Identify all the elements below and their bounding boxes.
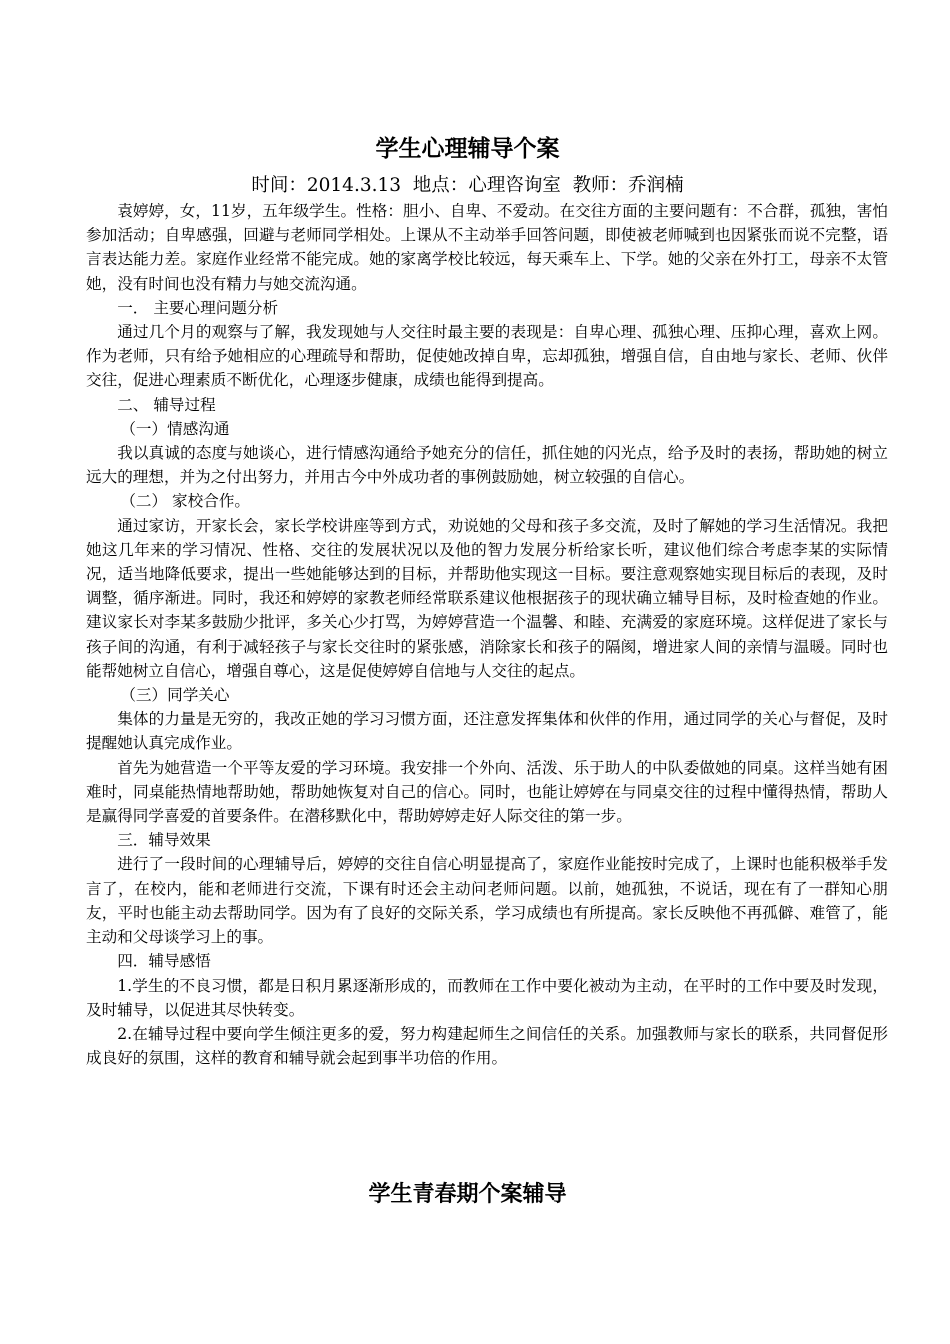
section-heading-4: 四．辅导感悟 [117, 952, 211, 971]
section-heading-2: 二、 辅导过程 [117, 395, 216, 414]
paragraph-home-school: 通过家访，开家长会，家长学校讲座等到方式，劝说她的父母和孩子多交流，及时了解她的学习生活情况。我把她这几年来的学习情况、性格、交往的发展状况以及他的智力发展分析给家长听，建议他们综合考虑李某的实际情况，适当地降低要求，提出一些她能够达到的目标，并帮助他实现这一目标。要注意观察她实现目标后的表现，及时调整，循序渐进。同时，我还和婷婷的家教老师经常联系建议他根据孩子的现状确立辅导目标，及时检查她的作业。建议家长对李某多鼓励少批评，多关心少打骂，为婷婷营造一个温馨、和睦、充满爱的家庭环境。这样促进了家长与孩子间的沟通，有利于减轻孩子与家长交往时的紧张感，消除家长和孩子的隔阂，增进家人间的亲情与温暖。同时也能帮她树立自信心，增强自尊心，这是促使婷婷自信地与人交往的起点。 [86, 516, 888, 680]
document-body [86, 199, 888, 1070]
time-label: 时间： [251, 175, 307, 196]
subsection-heading-3: （三）同学关心 [120, 686, 230, 705]
document-title: 学生心理辅导个案 [375, 136, 560, 162]
section-heading-3: 三．辅导效果 [117, 831, 211, 850]
paragraph-insight-2: 2.在辅导过程中要向学生倾注更多的爱，努力构建起师生之间信任的关系。加强教师与家长的联系，共同督促形成良好的氛围，这样的教育和辅导就会起到事半功倍的作用。 [86, 1024, 888, 1068]
teacher-label: 教师： [572, 175, 629, 196]
subsection-heading-2: （二） 家校合作。 [120, 492, 251, 511]
subsection-heading-1: （一）情感沟通 [120, 419, 230, 438]
paragraph-insight-1: 1.学生的不良习惯，都是日积月累逐渐形成的，而教师在工作中要化被动为主动，在平时的工作中要及时发现，及时辅导，以促进其尽快转变。 [86, 976, 888, 1019]
place-value: 心理咨询室 [468, 175, 561, 196]
paragraph-emotional: 我以真诚的态度与她谈心，进行情感沟通给予她充分的信任，抓住她的闪光点，给予及时的表扬，帮助她的树立远大的理想，并为之付出努力，并用古今中外成功者的事例鼓励她，树立较强的自信心。 [86, 444, 888, 487]
paragraph-collective: 集体的力量是无穷的，我改正她的学习习惯方面，还注意发挥集体和伙伴的作用，通过同学的关心与督促，及时提醒她认真完成作业。 [86, 710, 888, 753]
place-label: 地点： [412, 175, 469, 196]
section-heading-1: 一． 主要心理问题分析 [117, 298, 279, 317]
paragraph-effect: 进行了一段时间的心理辅导后，婷婷的交往自信心明显提高了，家庭作业能按时完成了，上课时也能积极举手发言了，在校内，能和老师进行交流，下课有时还会主动问老师问题。以前，她孤独，不说话，现在有了一群知心朋友，平时也能主动去帮助同学。因为有了良好的交际关系，学习成绩也有所提高。家长反映他不再孤僻、难管了，能主动和父母谈学习上的事。 [86, 855, 888, 947]
next-document-title: 学生青春期个案辅导 [368, 1181, 567, 1207]
paragraph-analysis: 通过几个月的观察与了解，我发现她与人交往时最主要的表现是：自卑心理、孤独心理、压抑心理，喜欢上网。作为老师，只有给予她相应的心理疏导和帮助，促使她改掉自卑，忘却孤独，增强自信，自由地与家长、老师、伙伴交往，促进心理素质不断优化，心理逐步健康，成绩也能得到提高。 [86, 323, 888, 390]
paragraph-environment: 首先为她营造一个平等友爱的学习环境。我安排一个外向、活泼、乐于助人的中队委做她的同桌。这样当她有困难时，同桌能热情地帮助她，帮助她恢复对自己的信心。同时，也能让婷婷在与同桌交往的过程中懂得热情，帮助人是赢得同学喜爱的首要条件。在潜移默化中，帮助婷婷走好人际交往的第一步。 [86, 758, 888, 826]
teacher-value: 乔润楠 [628, 175, 684, 196]
time-value: 2014.3.13 [306, 175, 402, 196]
meta-info-line [0, 173, 935, 199]
paragraph-intro: 袁婷婷，女，11岁，五年级学生。性格：胆小、自卑、不爱动。在交往方面的主要问题有：不合群，孤独，害怕参加活动；自卑感强，回避与老师同学相处。上课从不主动举手回答问题，即使被老师喊到也因紧张而说不完整，语言表达能力差。家庭作业经常不能完成。她的家离学校比较远，每天乘车上、下学。她的父亲在外打工，母亲不太管她，没有时间也没有精力与她交流沟通。 [86, 202, 888, 293]
